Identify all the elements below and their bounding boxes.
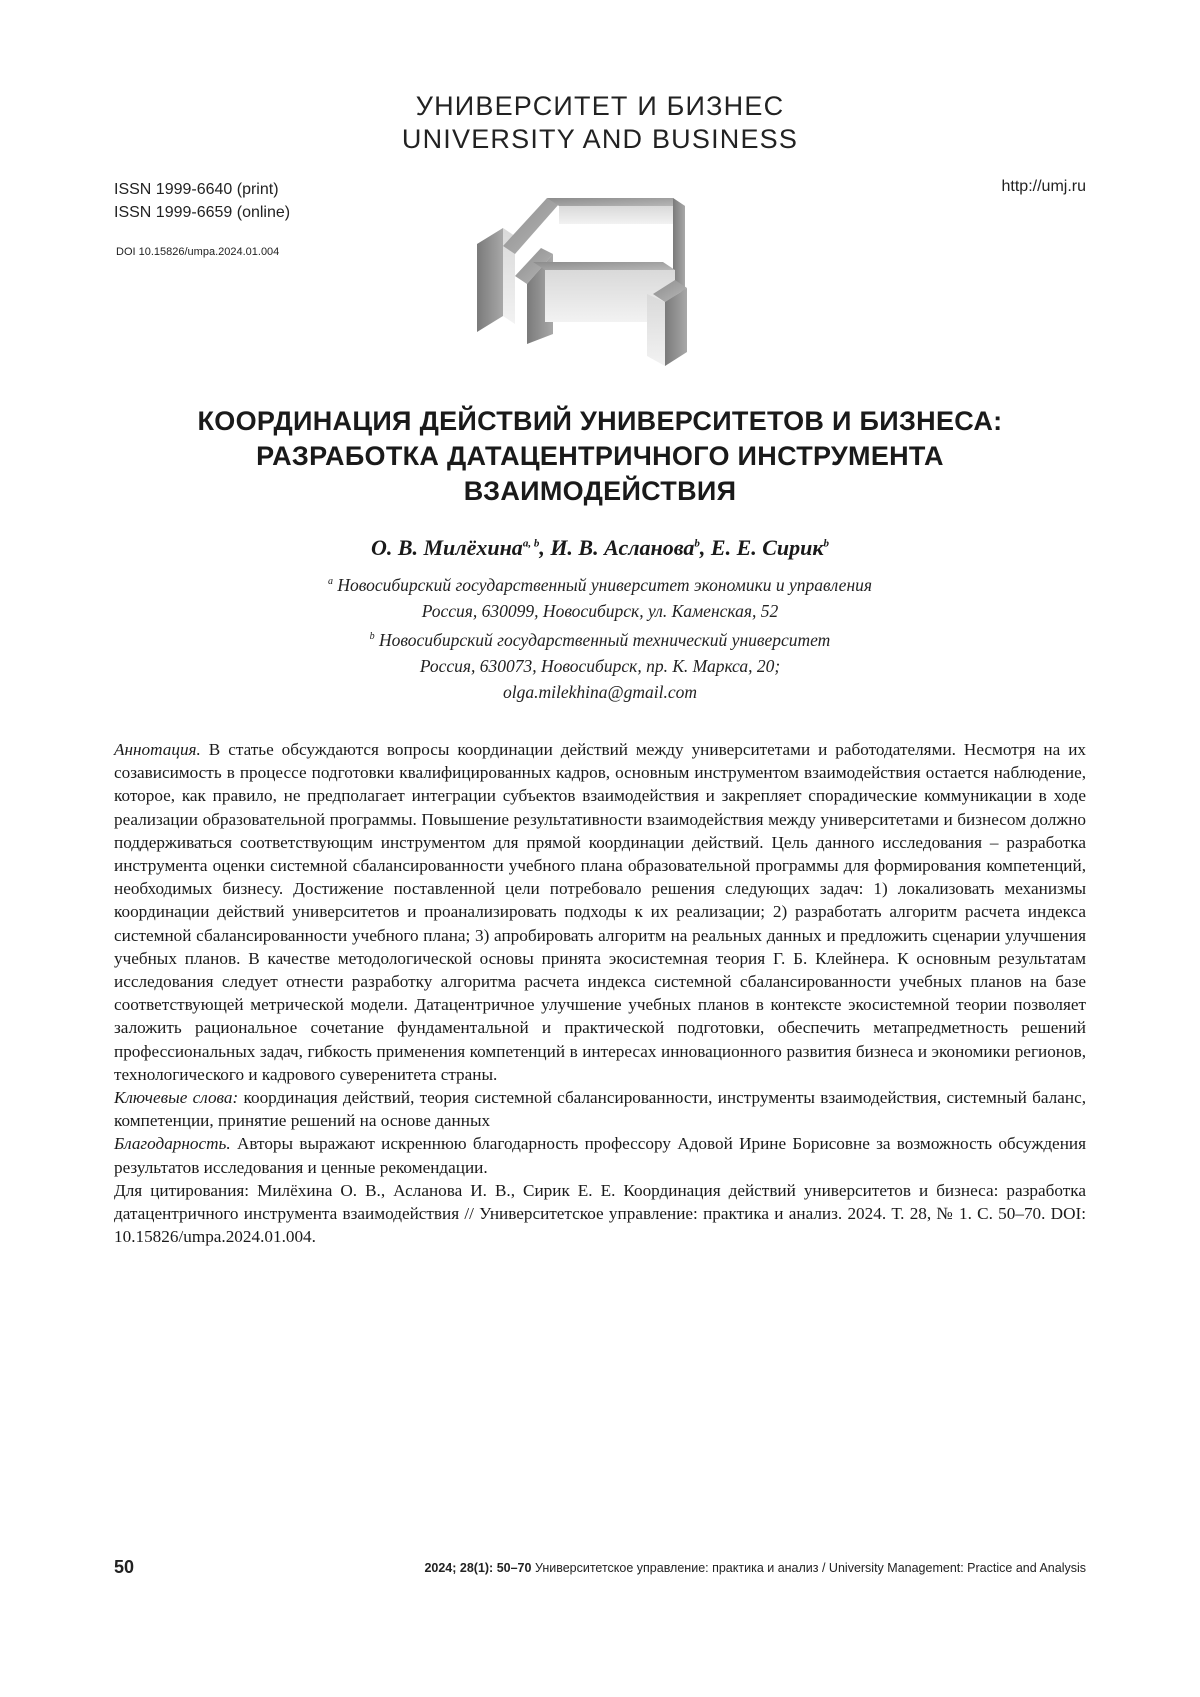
doi-label: DOI 10.15826/umpa.2024.01.004 [116, 246, 280, 258]
abstract-paragraph [114, 738, 1086, 1086]
page-number: 50 [114, 1557, 135, 1577]
logo-shape [503, 198, 559, 254]
author-email[interactable]: olga.milekhina@gmail.com [503, 681, 697, 702]
title-line: КООРДИНАЦИЯ ДЕЙСТВИЙ УНИВЕРСИТЕТОВ И БИЗНЕСА: [197, 406, 1003, 436]
affiliation-b [0, 624, 1200, 705]
affil-address: Россия, 630073, Новосибирск, пр. К. Маркса, 20; [419, 655, 781, 676]
keywords-paragraph [114, 1086, 1086, 1132]
affiliation-a [0, 569, 1200, 624]
logo-shape [647, 294, 665, 366]
acknowledgement-text: Авторы выражают искреннюю благодарность профессору Адовой Ирине Борисовне за возможность обсуждения результатов исследования и ценные рекомендации. [114, 1134, 1086, 1177]
logo-shape [533, 262, 675, 270]
affil-org: Новосибирский государственный технический университет [379, 629, 831, 650]
footer-volume: 2024; 28(1): 50–70 [424, 1561, 532, 1575]
issn-block [114, 178, 290, 224]
journal-section-title [0, 90, 1200, 156]
author-affil-mark: a, b [522, 537, 540, 550]
article-title [120, 404, 1080, 509]
affil-org: Новосибирский государственный университет экономики и управления [337, 574, 873, 595]
keywords-text: координация действий, теория системной сбалансированности, инструменты взаимодействия, системный баланс, компетенции, принятие решений на основе данных [114, 1088, 1086, 1131]
footer-journal-info [424, 1561, 1086, 1575]
abstract-label: Аннотация. [114, 740, 201, 759]
affil-address: Россия, 630099, Новосибирск, ул. Каменская, 52 [421, 600, 779, 621]
section-title-en: UNIVERSITY AND BUSINESS [401, 124, 799, 154]
abstract-text: В статье обсуждаются вопросы координации действий между университетами и работодателями. Несмотря на их созависимость в процессе подготовки квалифицированных кадров, основным инструментом взаимодействия остается наблюдение, которое, как правило, не предполагает интеграции субъектов взаимодействия и закрепляет спорадические коммуникации в ходе реализации образовательной программы. Повышение результативности взаимодействия между университетами и бизнесом должно поддерживаться соответствующим инструментом для прямой координации действий. Цель данного исследования – разработка инструмента оценки системной сбалансированности учебного плана образовательной программы для формирования компетенций, необходимых бизнесу. Достижение поставленной цели потребовало решения следующих задач: 1) локализовать механизмы координации действий университетов и проанализировать подходы к их реализации; 2) разработать алгоритм расчета индекса системной сбалансированности учебного плана; 3) апробировать алгоритм на реальных данных и предложить сценарии улучшения учебных планов. В качестве методологической основы принята экосистемная теория Г. Б. Клейнера. К основным результатам исследования следует отнести разработку алгоритма расчета индекса системной сбалансированности учебных планов на базе соответствующей метрической модели. Датацентричное улучшение учебных планов в контексте экосистемной теории позволяет заложить рациональное сочетание фундаментальной и практической подготовки, обеспечить метапредметность решений профессиональных задач, гибкость применения компетенций в интересах инновационного развития бизнеса и экономики регионов, технологического и кадрового суверенитета страны. [114, 740, 1086, 1084]
title-line: РАЗРАБОТКА ДАТАЦЕНТРИЧНОГО ИНСТРУМЕНТА [256, 441, 944, 471]
author-name: О. В. Милёхина [370, 535, 523, 560]
logo-shape [547, 198, 685, 206]
author-separator: , [539, 535, 551, 560]
citation-paragraph: Для цитирования: Милёхина О. В., Асланова И. В., Сирик Е. Е. Координация действий университетов и бизнеса: разработка датацентричного инструмента взаимодействия // Университетское управление: практика и анализ. 2024. Т. 28, № 1. С. 50–70. DOI: 10.15826/umpa.2024.01.004. [114, 1180, 1086, 1247]
acknowledgement-label: Благодарность. [114, 1134, 231, 1154]
section-title-ru: УНИВЕРСИТЕТ И БИЗНЕС [415, 91, 785, 121]
affil-mark: b [369, 631, 375, 642]
acknowledgement-paragraph [114, 1132, 1086, 1178]
affil-mark: a [327, 576, 333, 587]
title-line: ВЗАИМОДЕЙСТВИЯ [463, 476, 737, 506]
logo-shape [559, 206, 685, 224]
issn-online: ISSN 1999-6659 (online) [114, 204, 291, 221]
abstract-block [114, 738, 1086, 1248]
ku-3d-letters-logo [463, 184, 741, 372]
keywords-label: Ключевые слова: [114, 1088, 239, 1108]
journal-site-link[interactable]: http://umj.ru [1001, 178, 1086, 195]
author-name: Е. Е. Сирик [710, 535, 824, 560]
issn-print: ISSN 1999-6640 (print) [114, 181, 279, 198]
footer-journal-name: Университетское управление: практика и анализ / University Management: Practice and Analysis [531, 1561, 1086, 1575]
author-list [0, 535, 1200, 561]
author-affil-mark: b [823, 537, 830, 550]
author-affil-mark: b [694, 537, 700, 550]
author-name: И. В. Асланова [550, 535, 695, 560]
logo-shape [477, 228, 503, 332]
author-separator: , [699, 535, 711, 560]
